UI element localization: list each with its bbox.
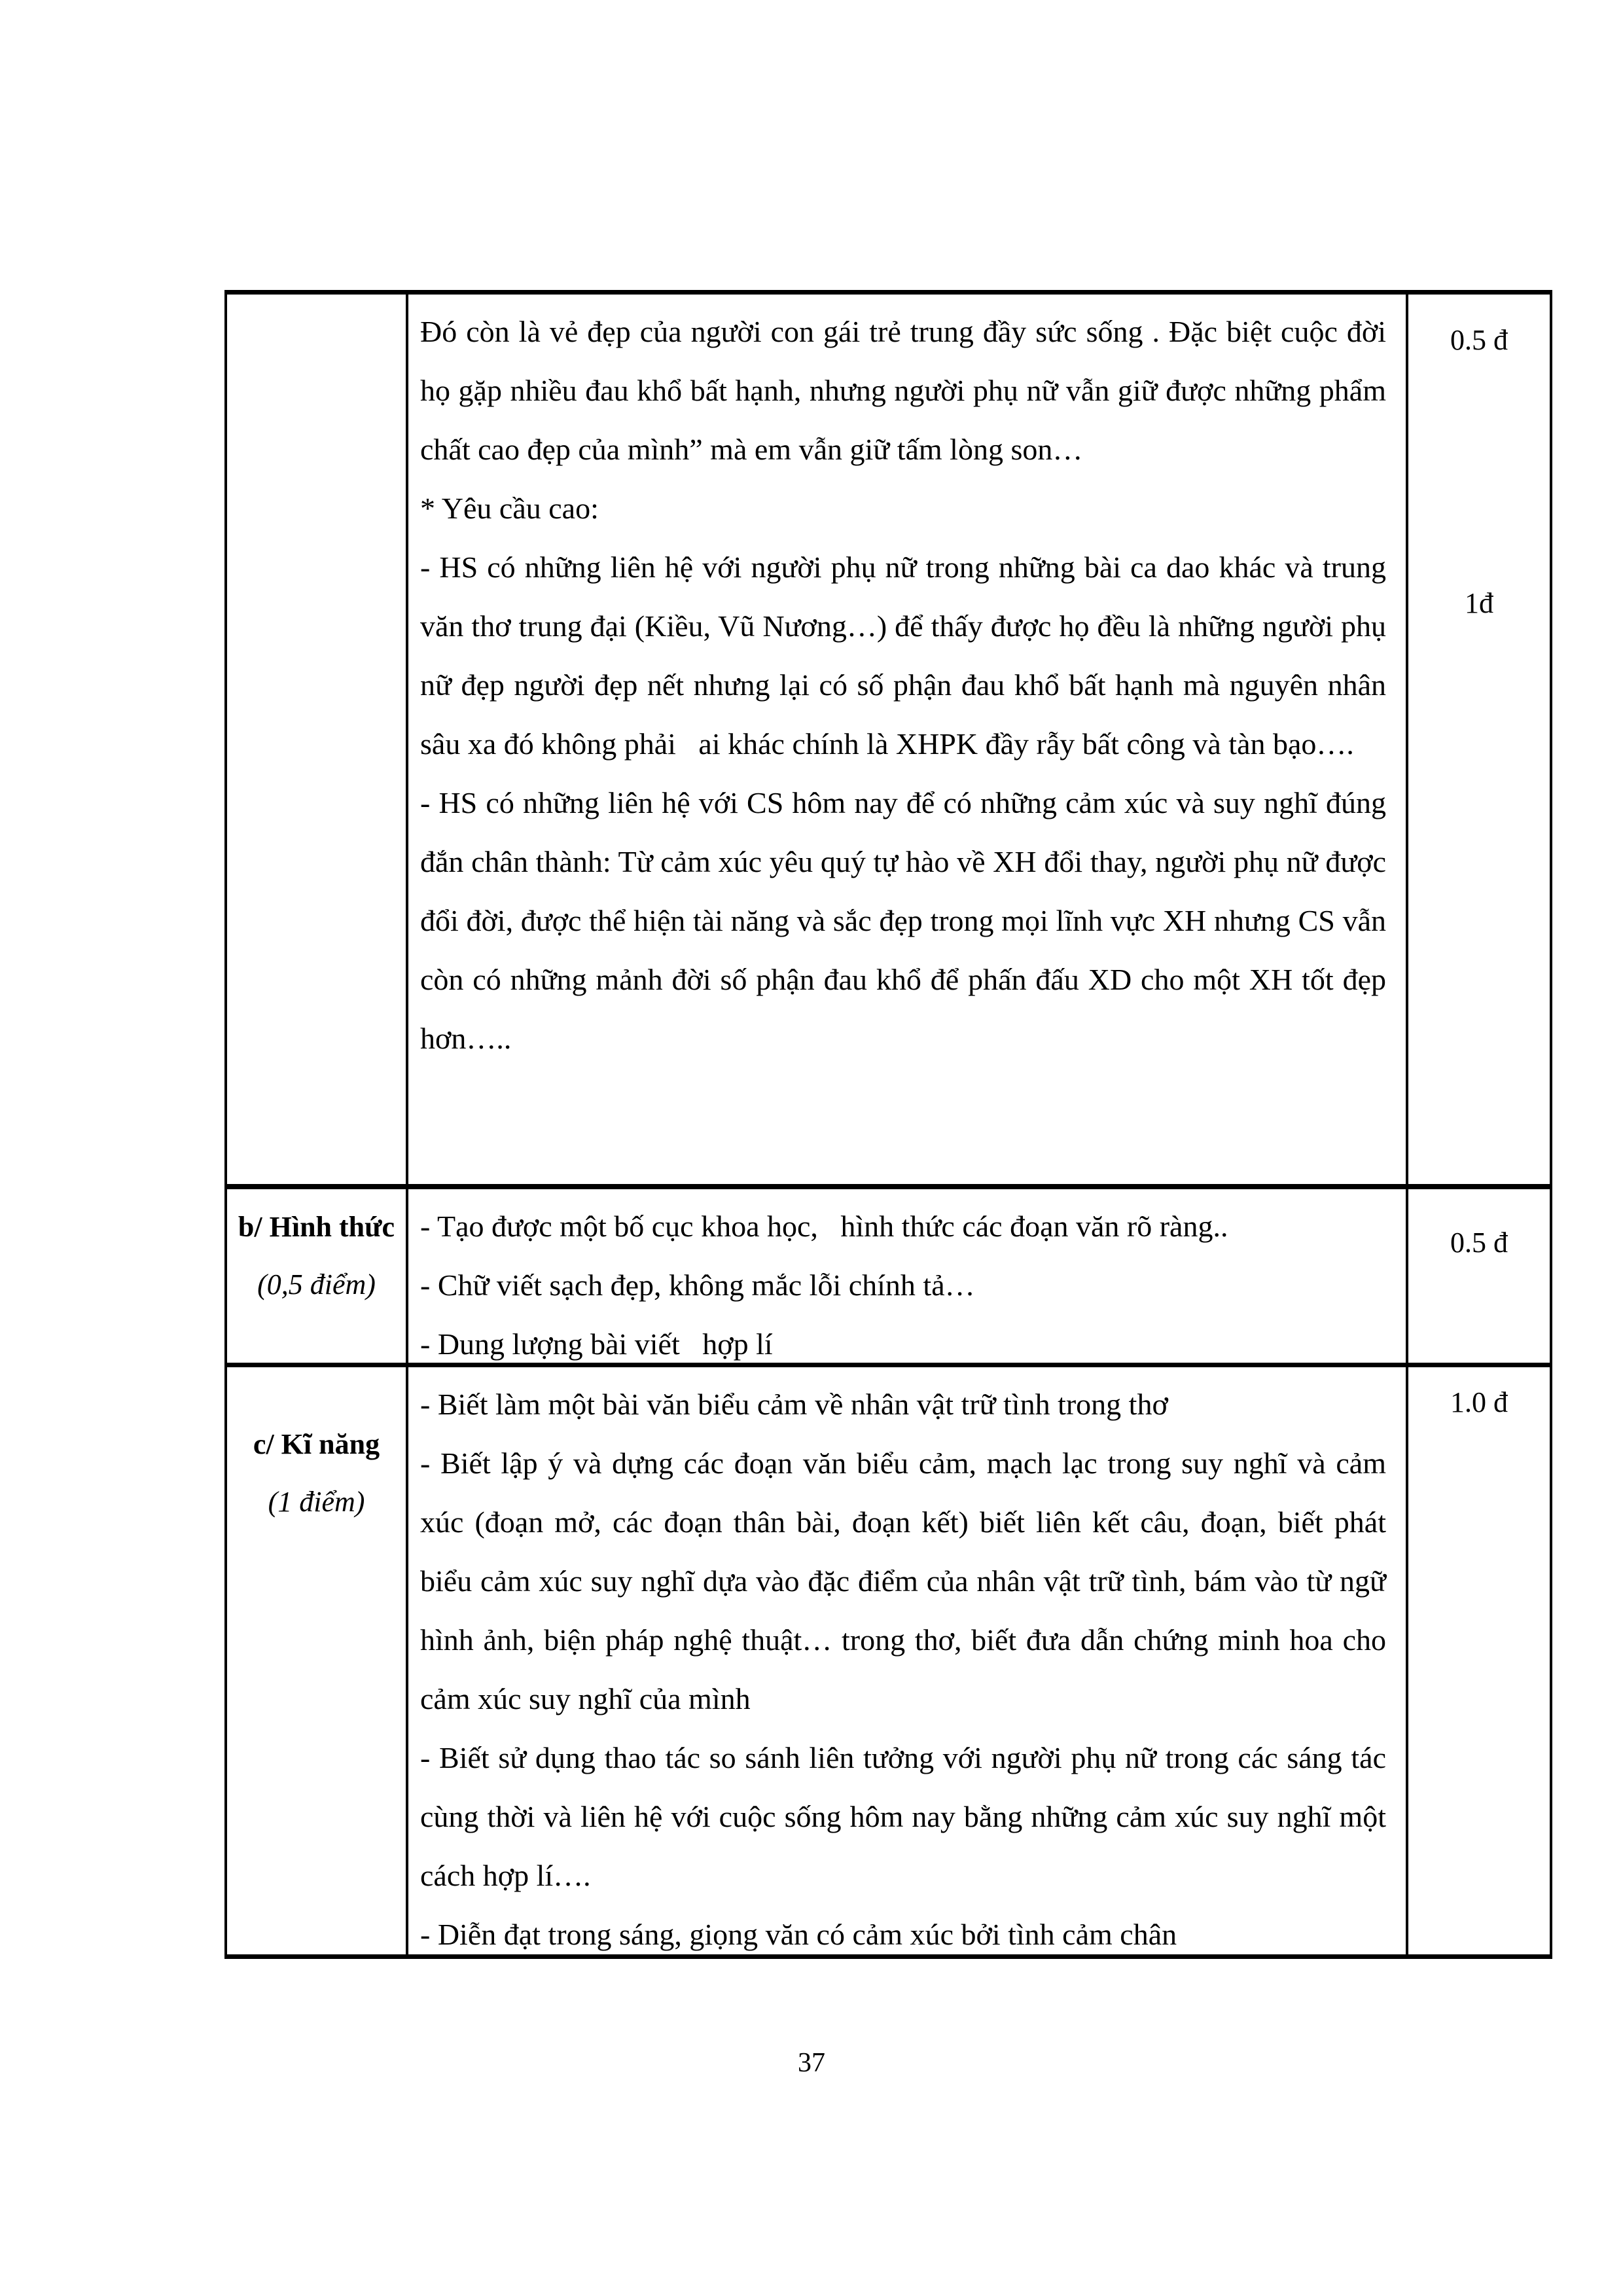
score-cell-b	[1408, 1189, 1550, 1363]
criterion-points: (1 điểm)	[268, 1486, 365, 1518]
content-paragraph: - HS có những liên hệ với CS hôm nay để có những cảm xúc và suy nghĩ đúng đắn chân thành: Từ cảm xúc yêu quý tự hào về XH đổi thay, người phụ nữ được đổi đời, được thể hiện tài năng và sắc đẹp trong mọi lĩnh vực XH nhưng CS vẫn còn có những mảnh đời số phận đau khổ để phấn đấu XD cho một XH tốt đẹp hơn…..	[420, 786, 1386, 1055]
score-value: 0.5 đ	[1450, 1227, 1508, 1259]
content-paragraph: Đó còn là vẻ đẹp của người con gái trẻ trung đầy sức sống . Đặc biệt cuộc đời họ gặp nhiều đau khổ bất hạnh, nhưng người phụ nữ vẫn giữ được những phẩm chất cao đẹp của mình” mà em vẫn giữ tấm lòng son…	[420, 315, 1386, 466]
criterion-points: (0,5 điểm)	[257, 1268, 376, 1300]
criterion-title: c/ Kĩ năng	[253, 1428, 380, 1460]
content-paragraph: - Tạo được một bố cục khoa học, hình thức các đoạn văn rõ ràng..	[420, 1210, 1228, 1243]
description-cell-c	[406, 1367, 1408, 1954]
table-row-b	[227, 1189, 1550, 1367]
content-paragraph: - Chữ viết sạch đẹp, không mắc lỗi chính tả…	[420, 1268, 975, 1302]
content-paragraph: * Yêu cầu cao:	[420, 492, 599, 525]
content-paragraph: - Biết sử dụng thao tác so sánh liên tưởng với người phụ nữ trong các sáng tác cùng thời và liên hệ với cuộc sống hôm nay bằng những cảm xúc suy nghĩ một cách hợp lí….	[420, 1741, 1386, 1892]
score-value: 0.5 đ	[1450, 324, 1508, 356]
table-row-c	[227, 1367, 1550, 1954]
score-cell-a	[1408, 295, 1550, 1184]
score-value: 1.0 đ	[1450, 1386, 1508, 1418]
content-paragraph: - Biết lập ý và dựng các đoạn văn biểu cảm, mạch lạc trong suy nghĩ và cảm xúc (đoạn mở, các đoạn thân bài, đoạn kết) biết liên kết câu, đoạn, biết phát biểu cảm xúc suy nghĩ dựa vào đặc điểm của nhân vật trữ tình, bám vào từ ngữ hình ảnh, biện pháp nghệ thuật… trong thơ, biết đưa dẫn chứng minh hoa cho cảm xúc suy nghĩ của mình	[420, 1446, 1386, 1715]
content-paragraph: - HS có những liên hệ với người phụ nữ trong những bài ca dao khác và trung văn thơ trung đại (Kiều, Vũ Nương…) để thấy được họ đều là những người phụ nữ đẹp người đẹp nết nhưng lại có số phận đau khổ bất hạnh mà nguyên nhân sâu xa đó không phải ai khác chính là XHPK đầy rẫy bất công và tàn bạo….	[420, 550, 1386, 761]
content-paragraph: - Biết làm một bài văn biểu cảm về nhân vật trữ tình trong thơ	[420, 1388, 1168, 1421]
score-cell-c	[1408, 1367, 1550, 1954]
description-cell-a	[406, 295, 1408, 1184]
description-cell-b	[406, 1189, 1408, 1363]
rubric-table	[224, 290, 1552, 1959]
table-row-a	[227, 295, 1550, 1189]
criterion-title: b/ Hình thức	[238, 1211, 395, 1243]
criterion-cell-a	[227, 295, 406, 1184]
score-value: 1đ	[1465, 587, 1493, 619]
content-paragraph: - Dung lượng bài viết hợp lí	[420, 1327, 773, 1361]
criterion-cell-c	[227, 1367, 406, 1954]
content-paragraph: - Diễn đạt trong sáng, giọng văn có cảm xúc bởi tình cảm chân	[420, 1918, 1177, 1951]
page-number: 37	[798, 2048, 825, 2078]
criterion-cell-b	[227, 1189, 406, 1363]
